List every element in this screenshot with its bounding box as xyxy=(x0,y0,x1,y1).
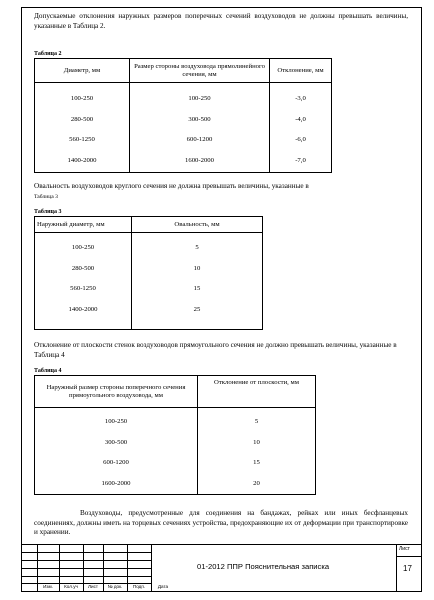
stamp-label-date: Дата xyxy=(157,584,169,589)
stamp-label-doc: № док. xyxy=(107,584,123,589)
table-cell: 300-500 xyxy=(188,115,211,123)
title-block xyxy=(21,544,422,592)
table4 xyxy=(34,375,316,495)
stamp-line xyxy=(21,552,151,553)
table4-header-size: Наружный размер стороны поперечного сечения прямоугольного воздуховода, мм xyxy=(35,376,198,408)
table3-col-diameter xyxy=(35,233,132,330)
stamp-label-change: Изм. xyxy=(43,584,53,589)
stamp-line xyxy=(21,560,151,561)
table-cell: 560-1250 xyxy=(69,136,95,143)
table-cell: 280-500 xyxy=(70,115,94,123)
stamp-line xyxy=(396,556,422,557)
sheet-label: Лист xyxy=(399,546,410,552)
table3 xyxy=(34,216,263,330)
table-cell: 100-250 xyxy=(188,95,211,102)
table-cell: 100-250 xyxy=(71,244,95,251)
table-cell: 1600-2000 xyxy=(101,479,131,487)
table2 xyxy=(34,58,332,173)
table-cell: 15 xyxy=(193,285,201,292)
table4-col-size xyxy=(35,408,198,495)
stamp-label-sheet: Лист xyxy=(88,584,98,589)
table-cell: 100-250 xyxy=(70,95,94,102)
table4-col-deviation xyxy=(198,408,316,495)
table2-col-diameter xyxy=(35,83,130,173)
paragraph-table2-intro: Допускаемые отклонения наружных размеров поперечных сечений воздуховодов не должны превышать величины, указанные в Таблица 2. xyxy=(34,12,408,30)
document-title: 01-2012 ППР Пояснительная записка xyxy=(197,562,330,571)
table-cell: 5 xyxy=(195,244,199,251)
stamp-line xyxy=(21,576,151,577)
stamp-line xyxy=(21,544,422,545)
table2-header-diameter: Диаметр, мм xyxy=(35,59,130,83)
paragraph-table4-intro: Отклонение от плоскости стенок воздуховодов прямоугольного сечения не должно превышать величины, указанные в Таблица 4 xyxy=(34,341,397,359)
table-cell: 5 xyxy=(254,418,259,425)
table-cell: 1600-2000 xyxy=(185,156,214,164)
stamp-line xyxy=(21,568,151,569)
stamp-line xyxy=(396,544,397,592)
table2-caption: Таблица 2 xyxy=(34,51,62,57)
table2-col-deviation xyxy=(270,83,332,173)
table2-header-side: Размер стороны воздуховода прямолинейного сечения, мм xyxy=(130,59,270,83)
paragraph-text: Овальность воздуховодов круглого сечения не должна превышать величины, указанные в xyxy=(34,182,309,190)
paragraph-table-ref: Таблица 3 xyxy=(34,193,58,200)
table4-header-deviation: Отклонение от плоскости, мм xyxy=(198,376,316,408)
table-cell: -3,0 xyxy=(295,95,306,102)
table-cell: 600-1200 xyxy=(103,459,129,466)
table-cell: 20 xyxy=(253,479,260,487)
table-cell: 15 xyxy=(253,459,260,466)
table3-caption: Таблица 3 xyxy=(34,209,62,215)
stamp-label-signature: Подп. xyxy=(132,584,146,589)
table-cell: 1400-2000 xyxy=(68,305,98,313)
table2-header-deviation: Отклонение, мм xyxy=(270,59,332,83)
table-cell: 10 xyxy=(253,438,260,446)
table3-header-ovality: Овальность, мм xyxy=(132,217,263,233)
table3-col-ovality xyxy=(132,233,263,330)
table-cell: 600-1200 xyxy=(186,136,213,143)
table-cell: -6,0 xyxy=(295,136,306,143)
table4-caption: Таблица 4 xyxy=(34,368,62,374)
table-cell: 100-250 xyxy=(104,418,128,425)
table-cell: 300-500 xyxy=(104,438,128,446)
sheet-number: 17 xyxy=(403,564,412,573)
table-cell: 1400-2000 xyxy=(67,156,97,164)
table-cell: -7,0 xyxy=(295,156,306,164)
table-cell: 25 xyxy=(193,305,201,313)
table-cell: 10 xyxy=(193,264,201,272)
paragraph-table3-intro xyxy=(34,182,408,202)
table3-header-diameter: Наружный диаметр, мм xyxy=(35,217,132,233)
table-cell: -4,0 xyxy=(295,115,306,123)
table-cell: 280-500 xyxy=(71,264,95,272)
table2-col-side xyxy=(130,83,270,173)
table-cell: 560-1250 xyxy=(70,285,96,292)
paragraph-ductwork-protection: Воздуховоды, предусмотренные для соединения на бандажах, рейках или иных бесфланцевых соединениях, должны иметь на торцевых сечениях устройства, предохраняющие их от деформации при транспортировке и хранении. xyxy=(34,509,408,536)
stamp-label-count: Кол.уч xyxy=(64,584,78,589)
